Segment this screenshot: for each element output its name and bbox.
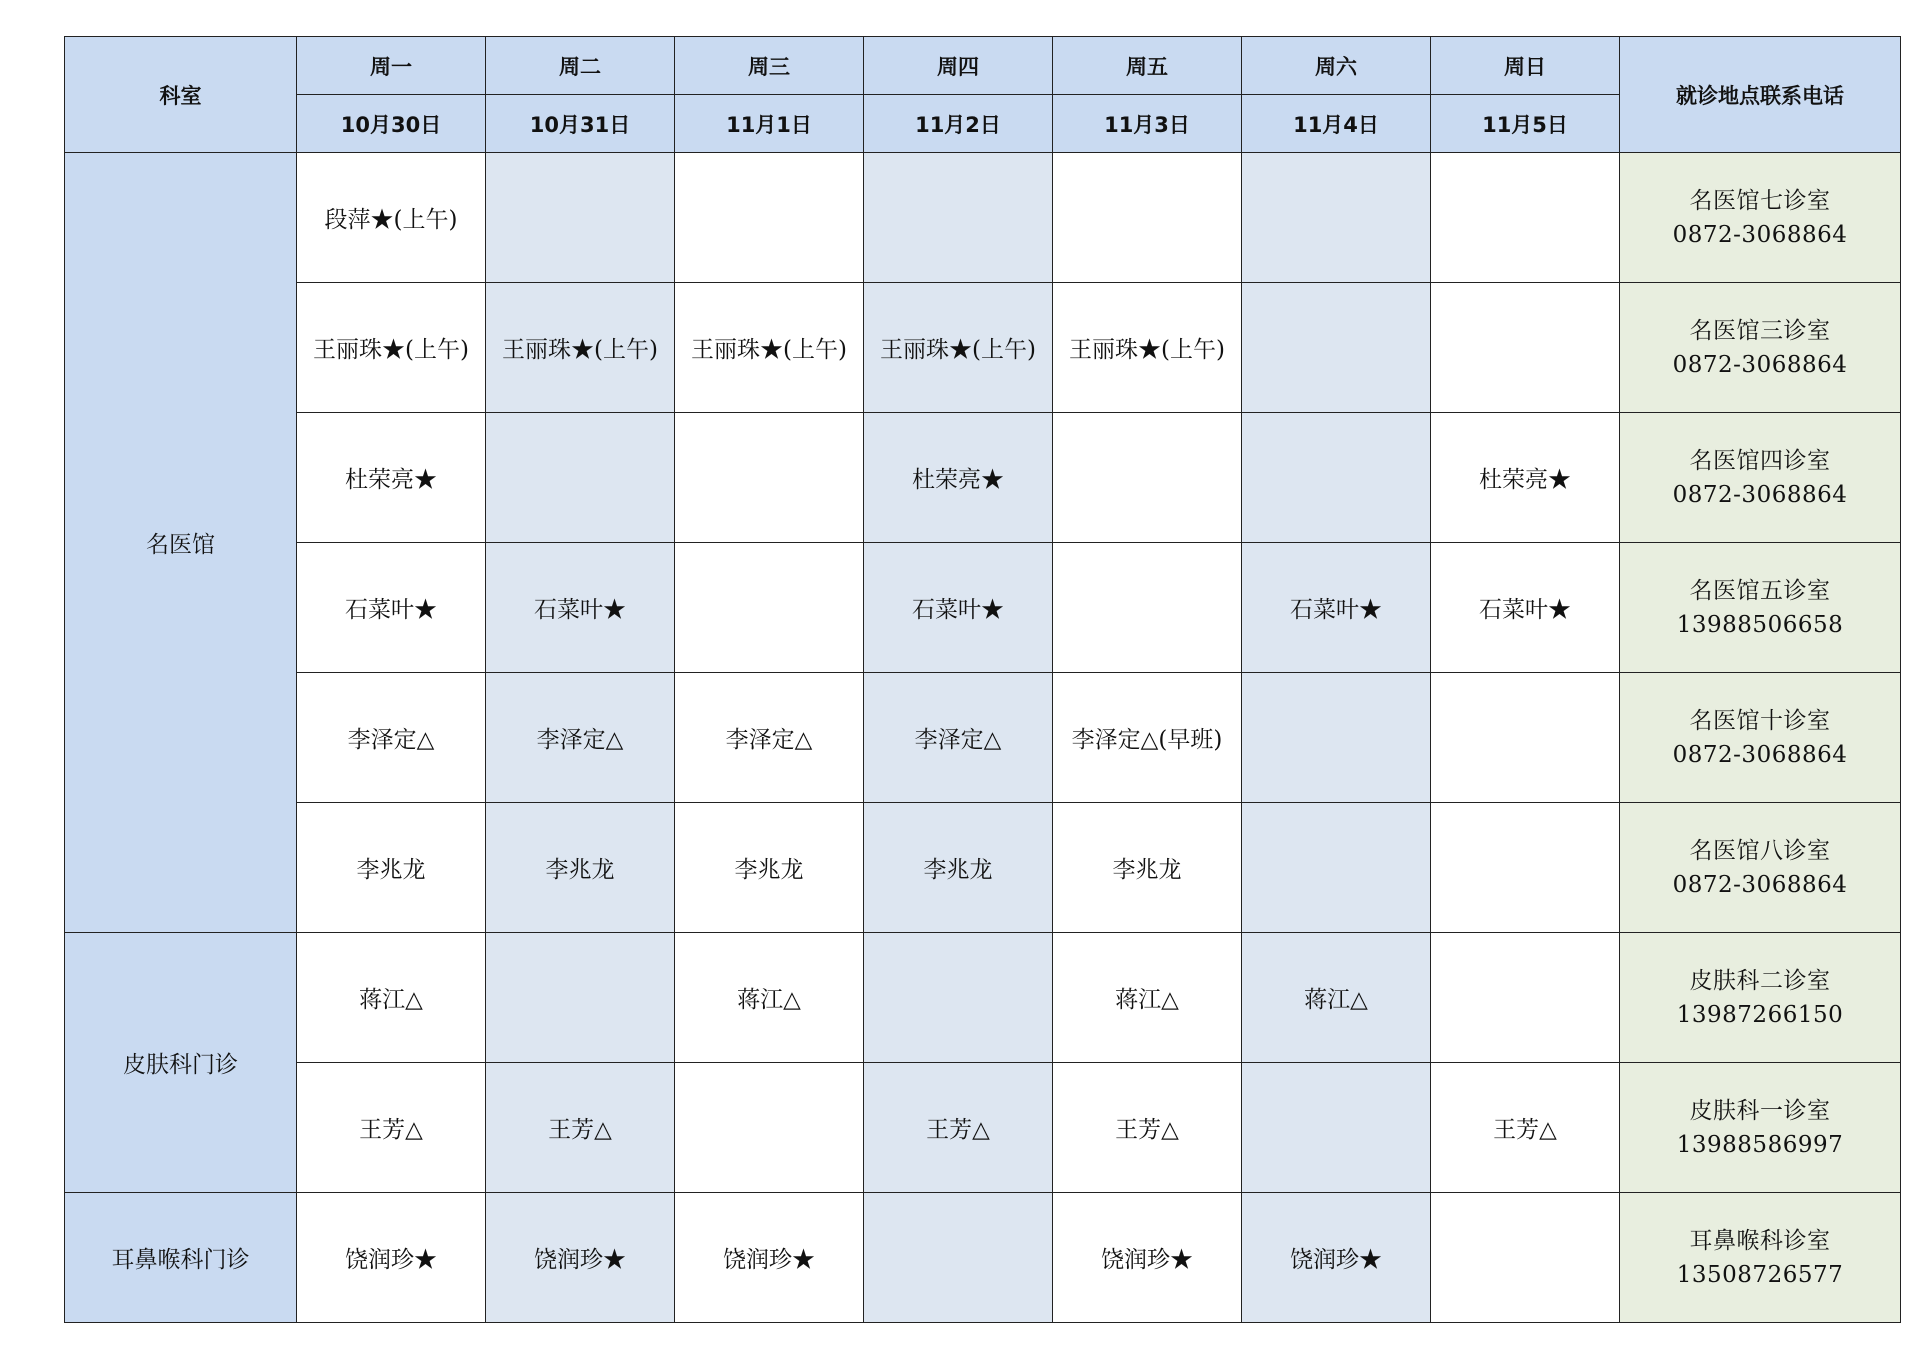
weekday-header: 周四 bbox=[864, 37, 1053, 95]
doctor-cell bbox=[864, 153, 1053, 283]
clinic-contact bbox=[1620, 803, 1901, 933]
doctor-cell: 石菜叶★ bbox=[1431, 543, 1620, 673]
doctor-cell: 蒋江△ bbox=[1053, 933, 1242, 1063]
table-row bbox=[65, 153, 1901, 283]
doctor-cell: 李兆龙 bbox=[675, 803, 864, 933]
clinic-contact bbox=[1620, 673, 1901, 803]
clinic-phone: 0872-3068864 bbox=[1672, 481, 1848, 508]
doctor-cell bbox=[1242, 803, 1431, 933]
doctor-cell: 石菜叶★ bbox=[864, 543, 1053, 673]
schedule-table bbox=[64, 36, 1901, 1323]
doctor-cell bbox=[1242, 283, 1431, 413]
doctor-cell: 李兆龙 bbox=[1053, 803, 1242, 933]
doctor-cell: 王芳△ bbox=[864, 1063, 1053, 1193]
doctor-cell: 饶润珍★ bbox=[675, 1193, 864, 1323]
clinic-room: 名医馆七诊室 bbox=[1689, 187, 1831, 214]
date-header: 11月2日 bbox=[864, 95, 1053, 153]
doctor-cell: 李泽定△(早班) bbox=[1053, 673, 1242, 803]
clinic-contact bbox=[1620, 283, 1901, 413]
doctor-cell bbox=[1431, 673, 1620, 803]
clinic-phone: 13508726577 bbox=[1676, 1261, 1844, 1288]
clinic-contact bbox=[1620, 153, 1901, 283]
clinic-room: 名医馆五诊室 bbox=[1689, 577, 1831, 604]
clinic-phone: 0872-3068864 bbox=[1672, 221, 1848, 248]
department-name: 耳鼻喉科门诊 bbox=[65, 1193, 297, 1323]
doctor-cell bbox=[864, 1193, 1053, 1323]
doctor-cell bbox=[486, 413, 675, 543]
weekday-header: 周三 bbox=[675, 37, 864, 95]
clinic-room: 皮肤科一诊室 bbox=[1689, 1097, 1831, 1124]
weekday-header: 周六 bbox=[1242, 37, 1431, 95]
weekday-header: 周二 bbox=[486, 37, 675, 95]
date-header: 10月31日 bbox=[486, 95, 675, 153]
doctor-cell: 李泽定△ bbox=[486, 673, 675, 803]
doctor-cell: 王芳△ bbox=[1053, 1063, 1242, 1193]
doctor-cell: 饶润珍★ bbox=[297, 1193, 486, 1323]
clinic-room: 耳鼻喉科诊室 bbox=[1689, 1227, 1831, 1254]
clinic-contact bbox=[1620, 1193, 1901, 1323]
weekday-header: 周五 bbox=[1053, 37, 1242, 95]
doctor-cell: 李兆龙 bbox=[864, 803, 1053, 933]
table-row bbox=[65, 673, 1901, 803]
doctor-cell: 王丽珠★(上午) bbox=[864, 283, 1053, 413]
doctor-cell: 李泽定△ bbox=[864, 673, 1053, 803]
table-row bbox=[65, 413, 1901, 543]
department-name: 名医馆 bbox=[65, 153, 297, 933]
doctor-cell bbox=[1053, 413, 1242, 543]
doctor-cell: 王芳△ bbox=[1431, 1063, 1620, 1193]
clinic-phone: 0872-3068864 bbox=[1672, 741, 1848, 768]
doctor-cell bbox=[486, 933, 675, 1063]
weekday-header: 周一 bbox=[297, 37, 486, 95]
doctor-cell: 杜荣亮★ bbox=[1431, 413, 1620, 543]
doctor-cell: 李兆龙 bbox=[297, 803, 486, 933]
contact-header: 就诊地点联系电话 bbox=[1620, 37, 1901, 153]
table-row bbox=[65, 803, 1901, 933]
doctor-cell bbox=[1242, 673, 1431, 803]
department-name: 皮肤科门诊 bbox=[65, 933, 297, 1193]
doctor-cell bbox=[675, 153, 864, 283]
doctor-cell: 王芳△ bbox=[297, 1063, 486, 1193]
doctor-cell: 饶润珍★ bbox=[1242, 1193, 1431, 1323]
clinic-phone: 0872-3068864 bbox=[1672, 351, 1848, 378]
doctor-cell bbox=[1053, 543, 1242, 673]
doctor-cell: 蒋江△ bbox=[1242, 933, 1431, 1063]
clinic-contact bbox=[1620, 413, 1901, 543]
table-row bbox=[65, 1063, 1901, 1193]
doctor-cell bbox=[1242, 1063, 1431, 1193]
doctor-cell bbox=[1242, 413, 1431, 543]
doctor-cell: 王丽珠★(上午) bbox=[1053, 283, 1242, 413]
table-row bbox=[65, 283, 1901, 413]
doctor-cell: 王丽珠★(上午) bbox=[297, 283, 486, 413]
clinic-room: 名医馆四诊室 bbox=[1689, 447, 1831, 474]
date-header: 10月30日 bbox=[297, 95, 486, 153]
date-header: 11月4日 bbox=[1242, 95, 1431, 153]
doctor-cell bbox=[864, 933, 1053, 1063]
clinic-contact bbox=[1620, 1063, 1901, 1193]
doctor-cell: 段萍★(上午) bbox=[297, 153, 486, 283]
doctor-cell: 李兆龙 bbox=[486, 803, 675, 933]
doctor-cell bbox=[675, 413, 864, 543]
doctor-cell: 王丽珠★(上午) bbox=[486, 283, 675, 413]
clinic-phone: 13988506658 bbox=[1676, 611, 1844, 638]
clinic-room: 名医馆三诊室 bbox=[1689, 317, 1831, 344]
doctor-cell bbox=[675, 1063, 864, 1193]
clinic-contact bbox=[1620, 933, 1901, 1063]
doctor-cell: 饶润珍★ bbox=[1053, 1193, 1242, 1323]
table-row bbox=[65, 1193, 1901, 1323]
date-header: 11月3日 bbox=[1053, 95, 1242, 153]
doctor-cell: 李泽定△ bbox=[675, 673, 864, 803]
schedule-body bbox=[65, 153, 1901, 1323]
dept-header: 科室 bbox=[65, 37, 297, 153]
doctor-cell bbox=[1431, 933, 1620, 1063]
doctor-cell bbox=[1431, 803, 1620, 933]
doctor-cell: 蒋江△ bbox=[675, 933, 864, 1063]
doctor-cell bbox=[486, 153, 675, 283]
clinic-phone: 0872-3068864 bbox=[1672, 871, 1848, 898]
doctor-cell bbox=[1431, 1193, 1620, 1323]
table-header bbox=[65, 37, 1901, 153]
clinic-phone: 13987266150 bbox=[1676, 1001, 1844, 1028]
clinic-room: 名医馆八诊室 bbox=[1689, 837, 1831, 864]
doctor-cell: 石菜叶★ bbox=[297, 543, 486, 673]
doctor-cell: 石菜叶★ bbox=[1242, 543, 1431, 673]
weekday-header: 周日 bbox=[1431, 37, 1620, 95]
doctor-cell: 杜荣亮★ bbox=[297, 413, 486, 543]
doctor-cell bbox=[675, 543, 864, 673]
doctor-cell: 李泽定△ bbox=[297, 673, 486, 803]
table-row bbox=[65, 543, 1901, 673]
doctor-cell: 石菜叶★ bbox=[486, 543, 675, 673]
weekday-row bbox=[65, 37, 1901, 95]
doctor-cell bbox=[1431, 153, 1620, 283]
doctor-cell bbox=[1242, 153, 1431, 283]
doctor-cell: 蒋江△ bbox=[297, 933, 486, 1063]
clinic-contact bbox=[1620, 543, 1901, 673]
clinic-phone: 13988586997 bbox=[1676, 1131, 1844, 1158]
table-row bbox=[65, 933, 1901, 1063]
doctor-cell bbox=[1431, 283, 1620, 413]
doctor-cell bbox=[1053, 153, 1242, 283]
doctor-cell: 王丽珠★(上午) bbox=[675, 283, 864, 413]
doctor-cell: 饶润珍★ bbox=[486, 1193, 675, 1323]
date-header: 11月5日 bbox=[1431, 95, 1620, 153]
clinic-room: 名医馆十诊室 bbox=[1689, 707, 1831, 734]
doctor-cell: 杜荣亮★ bbox=[864, 413, 1053, 543]
date-header: 11月1日 bbox=[675, 95, 864, 153]
clinic-room: 皮肤科二诊室 bbox=[1689, 967, 1831, 994]
doctor-cell: 王芳△ bbox=[486, 1063, 675, 1193]
